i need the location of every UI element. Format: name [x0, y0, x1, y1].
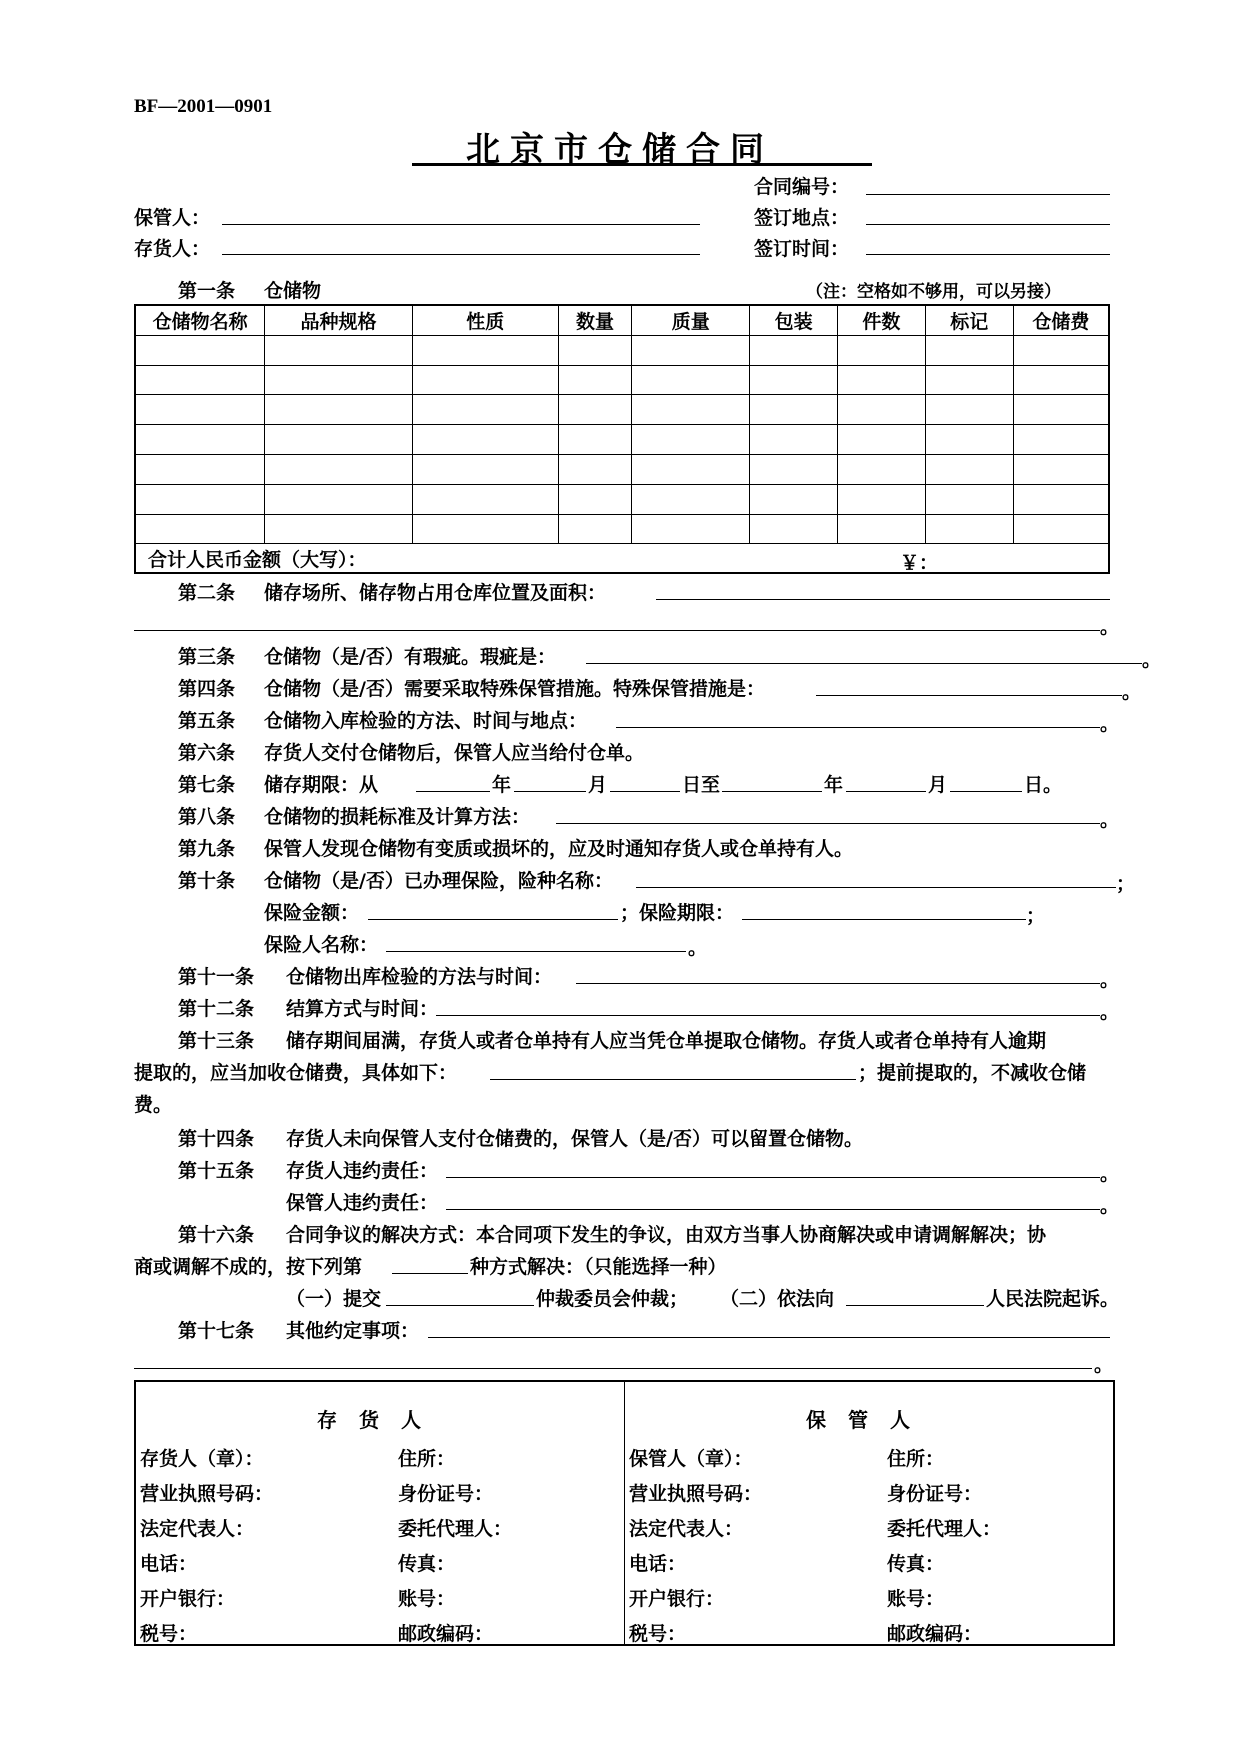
keeper-postcode[interactable]: 邮政编码：	[887, 1623, 983, 1645]
keeper-id[interactable]: 身份证号：	[887, 1483, 983, 1505]
start-month-field[interactable]	[514, 791, 586, 792]
article-16-line2b: 种方式解决：（只能选择一种）	[470, 1256, 727, 1278]
depositor-postcode[interactable]: 邮政编码：	[398, 1623, 494, 1645]
insurance-amount-label: 保险金额：	[264, 902, 360, 924]
article-4-field[interactable]	[816, 695, 1122, 696]
insurance-period-field[interactable]	[742, 919, 1026, 920]
depositor-agent[interactable]: 委托代理人：	[398, 1518, 513, 1540]
option-1-tail: 仲裁委员会仲裁；	[536, 1288, 689, 1310]
depositor-section	[136, 1382, 624, 1644]
start-year-field[interactable]	[416, 791, 490, 792]
end-month-field[interactable]	[846, 791, 926, 792]
article-1: 第一条 仓储物	[178, 280, 322, 302]
table-row[interactable]	[135, 484, 1109, 514]
page-title: 北京市仓储合同	[466, 130, 774, 170]
period: 。	[1100, 1163, 1120, 1185]
period: 。	[1100, 1001, 1120, 1023]
article-13-line3: 费。	[134, 1094, 173, 1116]
article-6: 第六条 存货人交付仓储物后，保管人应当给付仓单。	[178, 742, 645, 764]
insurer-label: 保险人名称：	[264, 934, 379, 956]
month-label: 月	[928, 774, 948, 796]
day-end-label: 日。	[1024, 774, 1063, 796]
depositor-account[interactable]: 账号：	[398, 1588, 456, 1610]
court-field[interactable]	[846, 1305, 984, 1306]
keeper-tax-no[interactable]: 税号：	[629, 1623, 687, 1645]
period: 。	[1100, 713, 1120, 735]
keeper-liability-label: 保管人违约责任：	[286, 1192, 439, 1214]
article-12: 第十二条 结算方式与时间：	[178, 998, 439, 1020]
sign-place-field[interactable]	[866, 224, 1110, 225]
insurer-field[interactable]	[386, 951, 686, 952]
keeper-heading: 保管人	[806, 1408, 932, 1432]
signature-table	[134, 1380, 1115, 1646]
period: 。	[1142, 649, 1162, 671]
article-13-field[interactable]	[490, 1079, 856, 1080]
year-label: 年	[824, 774, 844, 796]
period: 。	[1100, 969, 1120, 991]
article-15: 第十五条 存货人违约责任：	[178, 1160, 439, 1182]
keeper-address[interactable]: 住所：	[887, 1448, 945, 1470]
period: 。	[1100, 616, 1120, 638]
semicolon: ；	[1116, 873, 1136, 895]
year-label: 年	[492, 774, 512, 796]
other-terms-field[interactable]	[428, 1337, 1110, 1338]
insurance-amount-field[interactable]	[368, 919, 618, 920]
depositor-heading: 存货人	[317, 1408, 443, 1432]
depositor-fax[interactable]: 传真：	[398, 1553, 456, 1575]
option-2-tail: 人民法院起诉。	[986, 1288, 1120, 1310]
col-mark: 标记	[925, 305, 1013, 335]
col-quality: 质量	[632, 305, 750, 335]
dispute-method-field[interactable]	[392, 1273, 468, 1274]
article-2-field[interactable]	[656, 599, 1110, 600]
article-7: 第七条 储存期限：从	[178, 774, 379, 796]
period: 。	[1122, 681, 1142, 703]
article-11: 第十一条 仓储物出库检验的方法与时间：	[178, 966, 553, 988]
sign-place-label: 签订地点：	[754, 207, 850, 229]
table-row[interactable]	[135, 335, 1109, 365]
period: 。	[1100, 1195, 1120, 1217]
other-terms-field-line2[interactable]	[134, 1368, 1092, 1369]
end-year-field[interactable]	[722, 791, 822, 792]
article-9: 第九条 保管人发现仓储物有变质或损坏的，应及时通知存货人或仓单持有人。	[178, 838, 854, 860]
col-quantity: 数量	[558, 305, 632, 335]
col-package: 包装	[750, 305, 838, 335]
title-underline	[412, 163, 872, 166]
keeper-license[interactable]: 营业执照号码：	[629, 1483, 763, 1505]
col-pieces: 件数	[838, 305, 926, 335]
keeper-section	[625, 1382, 1113, 1644]
insurance-period-label: ；保险期限：	[620, 902, 735, 924]
article-16: 第十六条 合同争议的解决方式：本合同项下发生的争议，由双方当事人协商解决或申请调解解决；协	[178, 1224, 1047, 1246]
day-to-label: 日至	[682, 774, 721, 796]
article-5: 第五条 仓储物入库检验的方法、时间与地点：	[178, 710, 588, 732]
depositor-label: 存货人：	[134, 238, 211, 260]
keeper-field[interactable]	[222, 224, 700, 225]
depositor-legal-rep[interactable]: 法定代表人：	[140, 1518, 255, 1540]
option-2-label: （二）依法向	[720, 1288, 835, 1310]
article-12-field[interactable]	[436, 1015, 1100, 1016]
option-1-label: （一）提交	[286, 1288, 382, 1310]
article-1-note: （注：空格如不够用，可以另接）	[806, 282, 1061, 302]
article-5-field[interactable]	[616, 727, 1100, 728]
table-row[interactable]	[135, 454, 1109, 484]
article-4: 第四条 仓储物（是/否）需要采取特殊保管措施。特殊保管措施是：	[178, 678, 765, 700]
depositor-id[interactable]: 身份证号：	[398, 1483, 494, 1505]
sign-time-label: 签订时间：	[754, 238, 850, 260]
arbitration-field[interactable]	[386, 1305, 534, 1306]
sign-time-field[interactable]	[866, 254, 1110, 255]
keeper-account[interactable]: 账号：	[887, 1588, 945, 1610]
month-label: 月	[588, 774, 608, 796]
semicolon: ；	[1026, 905, 1046, 927]
article-13: 第十三条 储存期间届满，存货人或者仓单持有人应当凭仓单提取仓储物。存货人或者仓单持有人逾期	[178, 1030, 1047, 1052]
yen-label: ￥：	[900, 552, 939, 575]
article-14: 第十四条 存货人未向保管人支付仓储费的，保管人（是/否）可以留置仓储物。	[178, 1128, 863, 1150]
contract-no-label: 合同编号：	[754, 176, 850, 198]
keeper-fax[interactable]: 传真：	[887, 1553, 945, 1575]
period: 。	[1094, 1354, 1114, 1376]
goods-header-row	[135, 305, 1109, 335]
start-day-field[interactable]	[610, 791, 680, 792]
keeper-bank[interactable]: 开户银行：	[629, 1588, 725, 1610]
keeper-label: 保管人：	[134, 207, 211, 229]
keeper-agent[interactable]: 委托代理人：	[887, 1518, 1002, 1540]
period: 。	[1100, 809, 1120, 831]
article-2: 第二条 储存场所、储存物占用仓库位置及面积：	[178, 582, 607, 604]
contract-no-field[interactable]	[866, 194, 1110, 195]
keeper-phone[interactable]: 电话：	[629, 1553, 687, 1575]
depositor-liability-field[interactable]	[446, 1177, 1100, 1178]
form-code: BF—2001—0901	[134, 96, 273, 117]
depositor-phone[interactable]: 电话：	[140, 1553, 198, 1575]
table-row[interactable]	[135, 425, 1109, 455]
period: 。	[688, 937, 708, 959]
article-13-line2: 提取的，应当加收仓储费，具体如下：	[134, 1062, 458, 1084]
table-row[interactable]	[135, 365, 1109, 395]
table-row[interactable]	[135, 395, 1109, 425]
insurance-type-field[interactable]	[636, 887, 1116, 888]
depositor-tax-no[interactable]: 税号：	[140, 1623, 198, 1645]
goods-table	[134, 304, 1110, 574]
keeper-seal[interactable]: 保管人（章）：	[629, 1448, 753, 1470]
article-8-field[interactable]	[556, 823, 1100, 824]
article-11-field[interactable]	[576, 983, 1100, 984]
keeper-legal-rep[interactable]: 法定代表人：	[629, 1518, 744, 1540]
article-10: 第十条 仓储物（是/否）已办理保险，险种名称：	[178, 870, 613, 892]
article-2-field-line2[interactable]	[134, 630, 1100, 631]
keeper-liability-field[interactable]	[446, 1209, 1100, 1210]
depositor-address[interactable]: 住所：	[398, 1448, 456, 1470]
depositor-license[interactable]: 营业执照号码：	[140, 1483, 274, 1505]
article-3: 第三条 仓储物（是/否）有瑕疵。瑕疵是：	[178, 646, 556, 668]
total-row[interactable]	[135, 544, 1109, 574]
article-17: 第十七条 其他约定事项：	[178, 1320, 420, 1342]
article-13-line2b: ；提前提取的，不减收仓储	[858, 1062, 1087, 1084]
total-label: 合计人民币金额（大写）：	[148, 548, 367, 571]
article-3-field[interactable]	[586, 663, 1142, 664]
article-16-line2: 商或调解不成的，按下列第	[134, 1256, 363, 1278]
table-row[interactable]	[135, 514, 1109, 544]
col-spec: 品种规格	[265, 305, 413, 335]
article-8: 第八条 仓储物的损耗标准及计算方法：	[178, 806, 531, 828]
depositor-field[interactable]	[222, 254, 700, 255]
depositor-seal[interactable]: 存货人（章）：	[140, 1448, 264, 1470]
col-nature: 性质	[412, 305, 558, 335]
end-day-field[interactable]	[950, 791, 1022, 792]
col-name: 仓储物名称	[135, 305, 265, 335]
depositor-bank[interactable]: 开户银行：	[140, 1588, 236, 1610]
col-fee: 仓储费	[1013, 305, 1109, 335]
